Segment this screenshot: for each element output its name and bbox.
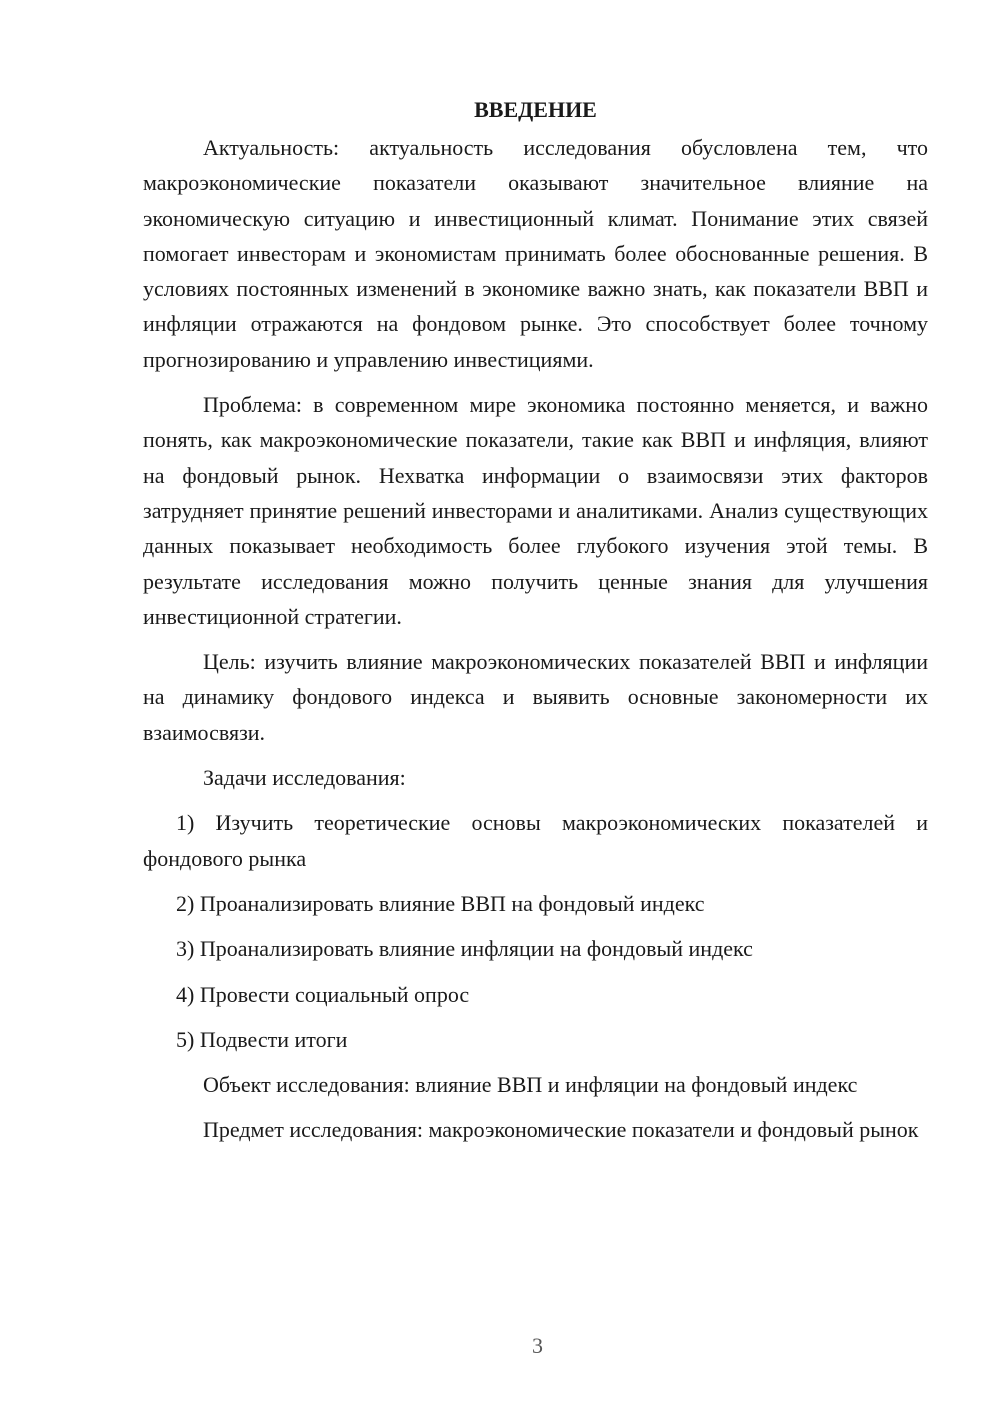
page-number: 3: [532, 1333, 543, 1358]
paragraph-subject: Предмет исследования: макроэкономические показатели и фондовый рынок: [203, 1117, 919, 1143]
task-item-2: 2) Проанализировать влияние ВВП на фондовый индекс: [176, 890, 705, 916]
document-page: [143, 92, 928, 1158]
task-item-1: 1) Изучить теоретические основы макроэкономических показателей и фондового рынка: [143, 810, 928, 871]
section-heading: ВВЕДЕНИЕ: [474, 97, 597, 122]
paragraph-problem: Проблема: в современном мире экономика постоянно меняется, и важно понять, как макроэкономические показатели, такие как ВВП и инфляция, влияют на фондовый рынок. Нехватка информации о взаимосвязи этих факторов затрудняет принятие решений инвесторами и аналитиками. Анализ существующих данных показывает необходимость более глубокого изучения этой темы. В результате исследования можно получить ценные знания для улучшения инвестиционной стратегии.: [143, 392, 928, 629]
paragraph-goal: Цель: изучить влияние макроэкономических показателей ВВП и инфляции на динамику фондового индекса и выявить основные закономерности их взаимосвязи.: [143, 649, 928, 745]
paragraph-object: Объект исследования: влияние ВВП и инфляции на фондовый индекс: [203, 1072, 858, 1098]
task-item-5: 5) Подвести итоги: [176, 1026, 348, 1052]
task-item-4: 4) Провести социальный опрос: [176, 981, 470, 1007]
paragraph-tasks-intro: Задачи исследования:: [203, 765, 406, 791]
task-item-3: 3) Проанализировать влияние инфляции на фондовый индекс: [176, 936, 753, 962]
paragraph-relevance: Актуальность: актуальность исследования обусловлена тем, что макроэкономические показатели оказывают значительное влияние на экономическую ситуацию и инвестиционный климат. Понимание этих связей помогает инвесторам и экономистам принимать более обоснованные решения. В условиях постоянных изменений в экономике важно знать, как показатели ВВП и инфляции отражаются на фондовом рынке. Это способствует более точному прогнозированию и управлению инвестициями.: [143, 135, 928, 372]
